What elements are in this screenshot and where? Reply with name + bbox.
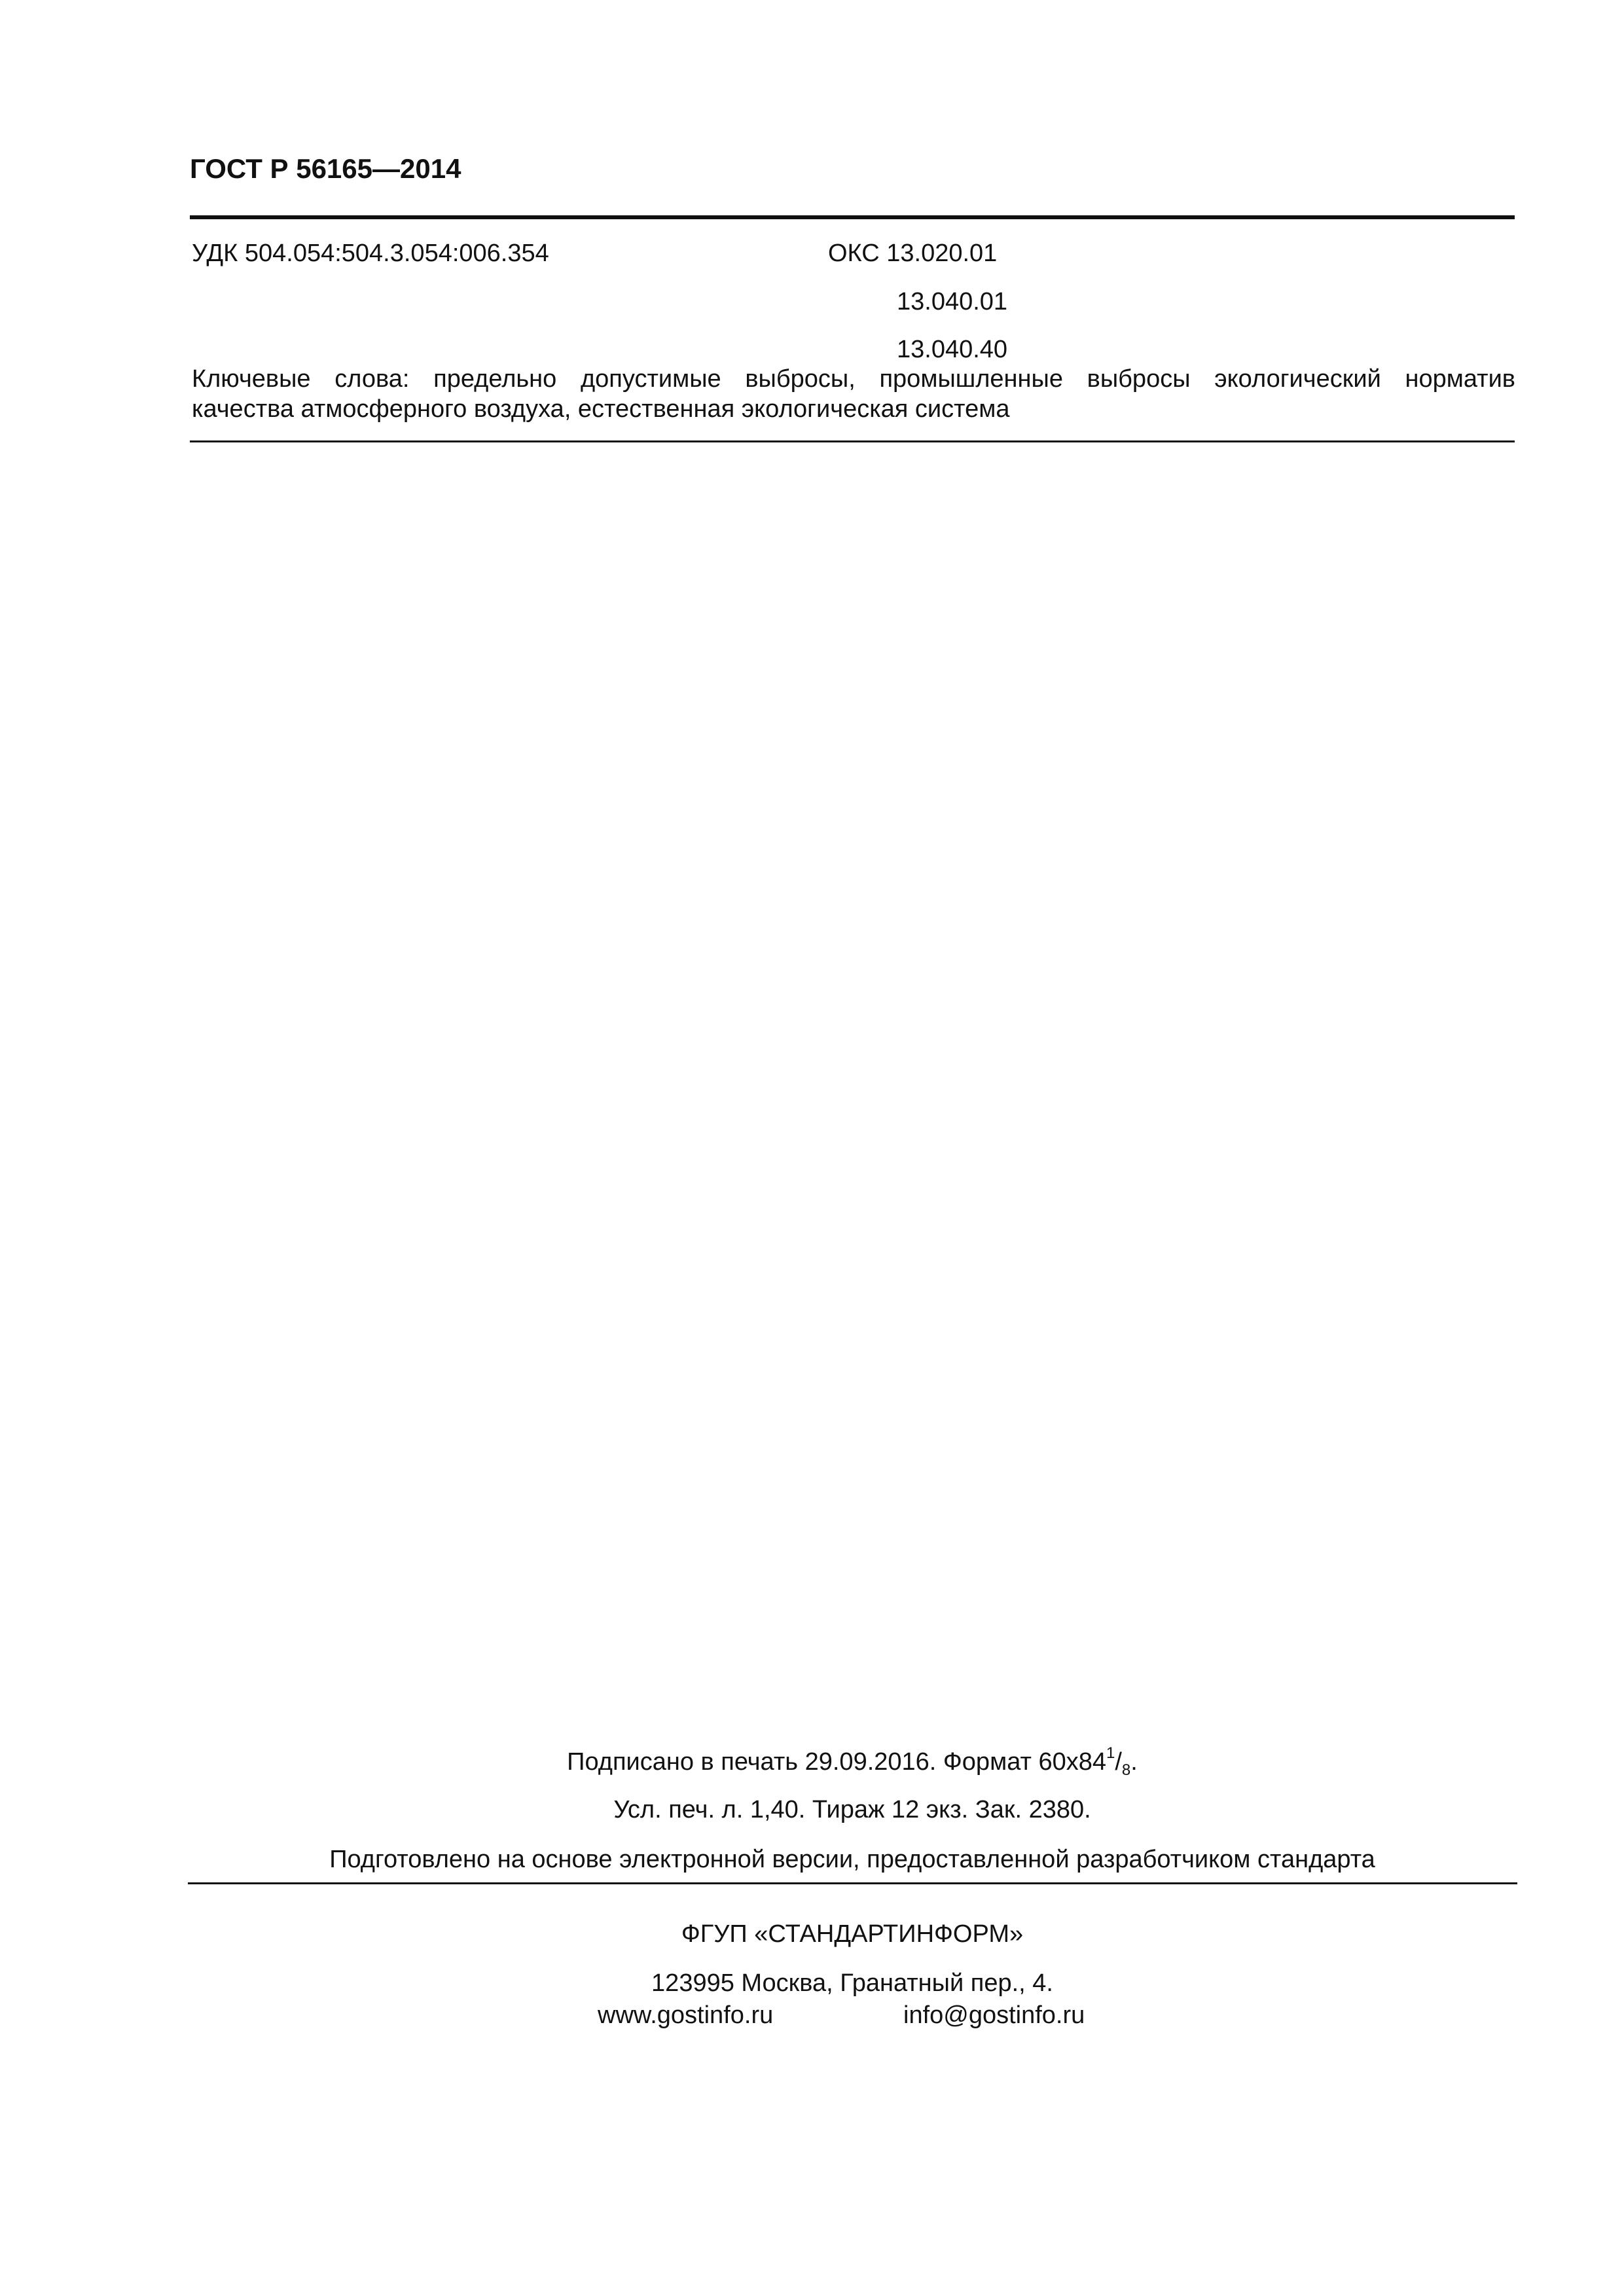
keywords-line-2: качества атмосферного воздуха, естественная экологическая система [192, 395, 1010, 423]
keywords-block [192, 364, 1515, 424]
keywords-line-1: Ключевые слова: предельно допустимые выбросы, промышленные выбросы экологический норматив [192, 365, 1515, 393]
signed-for-print [190, 1744, 1515, 1779]
format-numerator: 1 [1106, 1744, 1115, 1762]
prepared-note: Подготовлено на основе электронной версии, предоставленной разработчиком стандарта [329, 1846, 1375, 1873]
format-slash: / [1115, 1748, 1122, 1776]
keywords-rule [190, 440, 1515, 442]
format-denominator: 8 [1121, 1761, 1131, 1779]
document-id: ГОСТ Р 56165—2014 [190, 153, 461, 184]
publisher-email-link[interactable]: info@gostinfo.ru [903, 2001, 1085, 2029]
oks-code-1: ОКС 13.020.01 [828, 240, 998, 267]
publisher-website-link[interactable]: www.gostinfo.ru [598, 2001, 774, 2029]
oks-code-2: 13.040.01 [897, 288, 1008, 315]
print-details: Усл. печ. л. 1,40. Тираж 12 экз. Зак. 2380. [613, 1796, 1091, 1823]
publisher-name: ФГУП «СТАНДАРТИНФОРМ» [681, 1920, 1024, 1948]
oks-code-3: 13.040.40 [897, 336, 1008, 363]
publisher-address: 123995 Москва, Гранатный пер., 4. [651, 1969, 1053, 1997]
signed-text: Подписано в печать 29.09.2016. Формат 60х84 [567, 1748, 1106, 1776]
format-end: . [1130, 1748, 1138, 1776]
header-rule [190, 215, 1515, 219]
imprint-rule [188, 1882, 1517, 1884]
udk-code: УДК 504.054:504.3.054:006.354 [192, 240, 549, 267]
